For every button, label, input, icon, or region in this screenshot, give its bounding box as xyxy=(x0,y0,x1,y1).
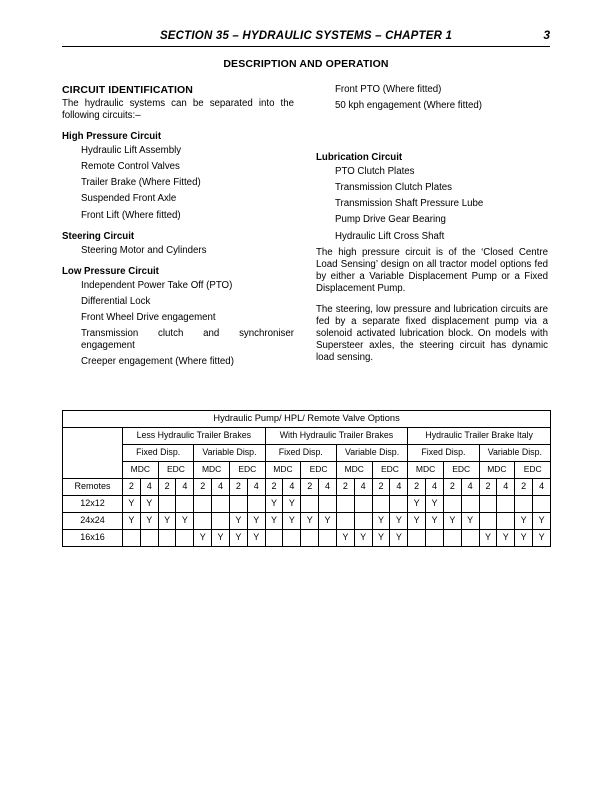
table-cell: Y xyxy=(194,529,212,546)
list-item: Remote Control Valves xyxy=(81,161,180,173)
left-column xyxy=(62,84,294,374)
table-cell xyxy=(497,495,515,512)
group-heading-lubrication-circuit: Lubrication Circuit xyxy=(316,152,403,164)
control-header-cell: EDC xyxy=(515,461,551,478)
control-header-cell: MDC xyxy=(408,461,444,478)
list-item: Transmission Shaft Pressure Lube xyxy=(335,198,484,210)
control-header-cell: MDC xyxy=(123,461,159,478)
table-cell xyxy=(354,512,372,529)
table-cell xyxy=(247,495,265,512)
header-rule xyxy=(62,46,550,47)
table-cell: Y xyxy=(515,512,533,529)
table-cell: Y xyxy=(247,512,265,529)
running-header xyxy=(62,0,550,47)
remotes-cell: 4 xyxy=(497,478,515,495)
table-cell: Y xyxy=(319,512,337,529)
table-cell: Y xyxy=(229,529,247,546)
table-cell xyxy=(533,495,551,512)
table-cell: Y xyxy=(283,512,301,529)
displacement-header-cell: Variable Disp. xyxy=(336,444,407,461)
control-header-cell: MDC xyxy=(336,461,372,478)
table-cell: Y xyxy=(301,512,319,529)
table-cell: Y xyxy=(247,529,265,546)
table-group-header-row xyxy=(63,427,551,444)
table-cell xyxy=(515,495,533,512)
row-label: 16x16 xyxy=(63,529,123,546)
table-cell xyxy=(301,529,319,546)
table-cell xyxy=(497,512,515,529)
control-header-cell: MDC xyxy=(265,461,301,478)
remotes-cell: 2 xyxy=(372,478,390,495)
remotes-cell: 4 xyxy=(212,478,230,495)
remotes-cell: 2 xyxy=(301,478,319,495)
table-cell: Y xyxy=(497,529,515,546)
table-cell: Y xyxy=(533,529,551,546)
table-cell: Y xyxy=(265,495,283,512)
right-column xyxy=(316,84,548,374)
group-header-cell: Less Hydraulic Trailer Brakes xyxy=(123,427,266,444)
remotes-cell: 4 xyxy=(354,478,372,495)
table-cell xyxy=(354,495,372,512)
table-cell xyxy=(265,529,283,546)
table-cell xyxy=(212,495,230,512)
table-cell xyxy=(212,512,230,529)
table-cell xyxy=(283,529,301,546)
table-cell: Y xyxy=(354,529,372,546)
table-cell xyxy=(194,512,212,529)
hydraulic-options-table xyxy=(62,410,551,547)
displacement-header-cell: Fixed Disp. xyxy=(265,444,336,461)
table-row xyxy=(63,512,551,529)
table-cell xyxy=(158,529,176,546)
table-cell xyxy=(176,495,194,512)
table-cell xyxy=(140,529,158,546)
table-cell: Y xyxy=(123,495,141,512)
row-label: 12x12 xyxy=(63,495,123,512)
table-cell: Y xyxy=(123,512,141,529)
table-cell: Y xyxy=(158,512,176,529)
control-header-cell: EDC xyxy=(372,461,408,478)
group-header-cell: With Hydraulic Trailer Brakes xyxy=(265,427,408,444)
list-item: Suspended Front Axle xyxy=(81,193,177,205)
table-cell: Y xyxy=(426,495,444,512)
group-heading-low-pressure-circuit: Low Pressure Circuit xyxy=(62,265,159,277)
remotes-cell: 4 xyxy=(283,478,301,495)
table-cell: Y xyxy=(515,529,533,546)
table-remotes-row xyxy=(63,478,551,495)
body-paragraph: The high pressure circuit is of the ‘Closed Centre Load Sensing’ design on all tractor model options fed by either a Variable Displacement Pump or a Fixed Displacement Pump. xyxy=(316,246,548,294)
list-item: Front PTO (Where fitted) xyxy=(335,84,442,95)
table-cell: Y xyxy=(533,512,551,529)
table-cell xyxy=(123,529,141,546)
displacement-header-cell: Variable Disp. xyxy=(194,444,265,461)
table-cell xyxy=(194,495,212,512)
table-cell: Y xyxy=(408,495,426,512)
table-cell: Y xyxy=(408,512,426,529)
table-cell: Y xyxy=(140,495,158,512)
table-row xyxy=(63,529,551,546)
list-item: Independent Power Take Off (PTO) xyxy=(81,279,233,291)
table-title: Hydraulic Pump/ HPL/ Remote Valve Options xyxy=(63,410,551,427)
table-cell: Y xyxy=(443,512,461,529)
displacement-header-cell: Variable Disp. xyxy=(479,444,551,461)
remotes-cell: 4 xyxy=(461,478,479,495)
table-cell xyxy=(426,529,444,546)
list-item: Differential Lock xyxy=(81,295,151,307)
table-cell: Y xyxy=(390,512,408,529)
group-header-cell: Hydraulic Trailer Brake Italy xyxy=(408,427,551,444)
displacement-header-cell: Fixed Disp. xyxy=(408,444,479,461)
remotes-cell: 2 xyxy=(408,478,426,495)
table-cell: Y xyxy=(372,512,390,529)
table-cell xyxy=(461,495,479,512)
control-header-cell: EDC xyxy=(443,461,479,478)
page-number: 3 xyxy=(543,28,550,42)
group-heading-high-pressure-circuit: High Pressure Circuit xyxy=(62,131,162,143)
table-cell: Y xyxy=(426,512,444,529)
table-cell xyxy=(336,495,354,512)
control-header-cell: EDC xyxy=(229,461,265,478)
remotes-cell: 2 xyxy=(123,478,141,495)
list-item: PTO Clutch Plates xyxy=(335,166,415,178)
list-item: Steering Motor and Cylinders xyxy=(81,244,207,256)
control-header-cell: MDC xyxy=(479,461,515,478)
table-cell xyxy=(176,529,194,546)
hydraulic-options-table-wrap xyxy=(62,410,550,547)
table-cell xyxy=(443,529,461,546)
remotes-cell: 4 xyxy=(533,478,551,495)
column-spacer xyxy=(316,116,548,142)
remotes-cell: 2 xyxy=(443,478,461,495)
section-heading-circuit-identification: CIRCUIT IDENTIFICATION xyxy=(62,84,193,96)
table-cell: Y xyxy=(390,529,408,546)
table-corner-cell xyxy=(63,427,123,478)
remotes-cell: 2 xyxy=(336,478,354,495)
list-item: Front Wheel Drive engagement xyxy=(81,311,216,323)
list-item: Trailer Brake (Where Fitted) xyxy=(81,177,201,189)
remotes-cell: 2 xyxy=(265,478,283,495)
intro-paragraph: The hydraulic systems can be separated into the following circuits:– xyxy=(62,98,294,122)
list-item: Transmission clutch and synchroniser engagement xyxy=(81,328,294,352)
control-header-cell: EDC xyxy=(158,461,194,478)
table-cell: Y xyxy=(265,512,283,529)
table-cell: Y xyxy=(461,512,479,529)
body-paragraph: The steering, low pressure and lubrication circuits are fed by a separate fixed displacement pump via a solenoid activated lubrication block. On models with Supersteer axles, the steering circuit has dynamic load sensing. xyxy=(316,304,548,364)
table-cell xyxy=(443,495,461,512)
remotes-cell: 4 xyxy=(140,478,158,495)
table-cell xyxy=(158,495,176,512)
remotes-cell: 2 xyxy=(515,478,533,495)
remotes-cell: 4 xyxy=(426,478,444,495)
group-heading-steering-circuit: Steering Circuit xyxy=(62,230,135,242)
table-cell xyxy=(319,495,337,512)
body-columns xyxy=(62,84,550,374)
remotes-cell: 2 xyxy=(158,478,176,495)
table-cell: Y xyxy=(372,529,390,546)
remotes-cell: 4 xyxy=(390,478,408,495)
list-item: Transmission Clutch Plates xyxy=(335,182,453,194)
table-title-row xyxy=(63,410,551,427)
table-cell xyxy=(479,512,497,529)
table-cell xyxy=(390,495,408,512)
table-cell xyxy=(461,529,479,546)
list-item: Hydraulic Lift Assembly xyxy=(81,145,182,157)
table-cell: Y xyxy=(229,512,247,529)
table-row xyxy=(63,495,551,512)
remotes-cell: 2 xyxy=(479,478,497,495)
table-cell: Y xyxy=(176,512,194,529)
table-cell: Y xyxy=(479,529,497,546)
list-item: Pump Drive Gear Bearing xyxy=(335,214,446,226)
remotes-cell: 2 xyxy=(229,478,247,495)
table-cell xyxy=(319,529,337,546)
table-displacement-header-row xyxy=(63,444,551,461)
displacement-header-cell: Fixed Disp. xyxy=(123,444,194,461)
table-cell xyxy=(301,495,319,512)
list-item: Hydraulic Lift Cross Shaft xyxy=(335,230,445,242)
list-item: Creeper engagement (Where fitted) xyxy=(81,356,234,368)
remotes-cell: 4 xyxy=(319,478,337,495)
table-cell xyxy=(479,495,497,512)
row-label: Remotes xyxy=(63,478,123,495)
table-cell: Y xyxy=(140,512,158,529)
remotes-cell: 4 xyxy=(176,478,194,495)
row-label: 24x24 xyxy=(63,512,123,529)
table-cell xyxy=(336,512,354,529)
table-cell: Y xyxy=(336,529,354,546)
table-control-header-row xyxy=(63,461,551,478)
table-cell xyxy=(408,529,426,546)
remotes-cell: 2 xyxy=(194,478,212,495)
table-cell: Y xyxy=(283,495,301,512)
list-item: Front Lift (Where fitted) xyxy=(81,209,181,221)
list-item: 50 kph engagement (Where fitted) xyxy=(335,100,483,112)
table-cell xyxy=(229,495,247,512)
running-header-title: SECTION 35 – HYDRAULIC SYSTEMS – CHAPTER 1 xyxy=(159,30,453,42)
document-title: DESCRIPTION AND OPERATION xyxy=(223,58,389,70)
control-header-cell: EDC xyxy=(301,461,337,478)
remotes-cell: 4 xyxy=(247,478,265,495)
control-header-cell: MDC xyxy=(194,461,230,478)
table-cell: Y xyxy=(212,529,230,546)
table-cell xyxy=(372,495,390,512)
